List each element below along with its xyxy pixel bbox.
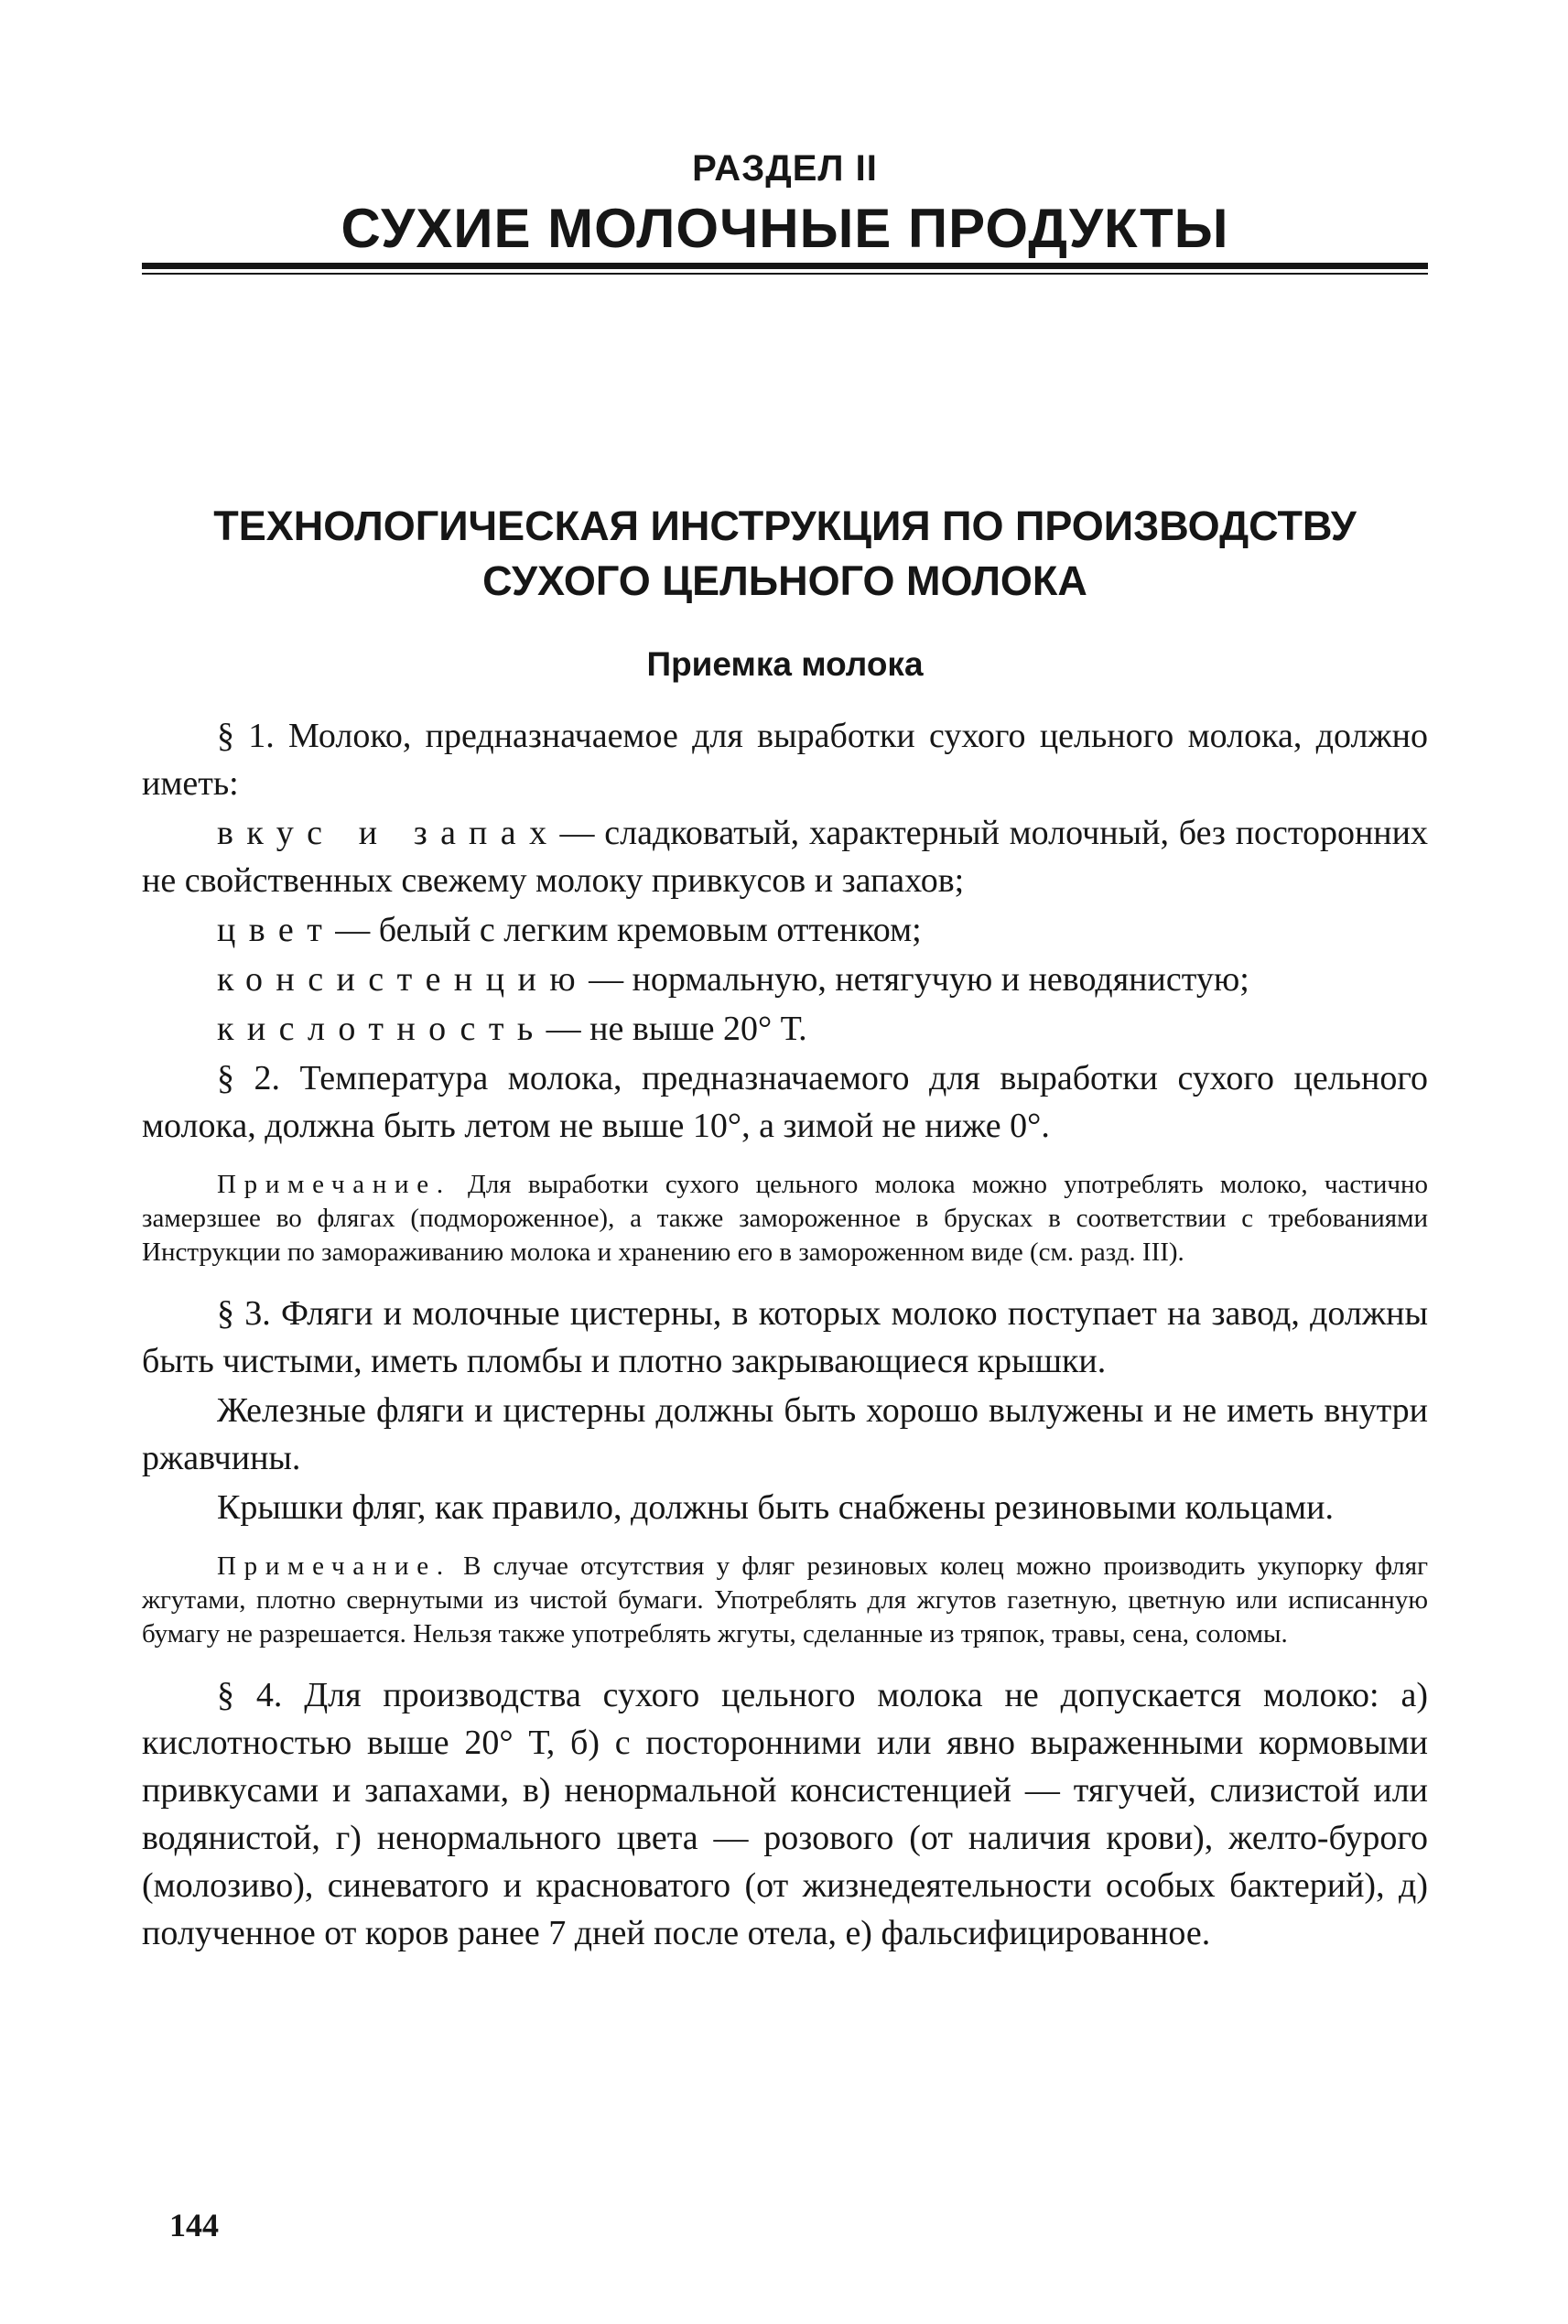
note-2 — [142, 1550, 1428, 1651]
note-1 — [142, 1168, 1428, 1270]
paragraph-1-taste — [142, 809, 1428, 904]
document-title-line-2: СУХОГО ЦЕЛЬНОГО МОЛОКА — [482, 557, 1087, 604]
document-body — [142, 712, 1428, 1959]
term-acidity: кислотность — [217, 1010, 546, 1048]
note-2-text: В случае отсутствия у фляг резиновых колец можно производить укупорку фляг жгутами, плотно свернутыми из чистой бумаги. Употреблять для жгутов газетную, цветную или исписанную бумагу не разрешается. Нельзя также употреблять жгуты, сделанные из тряпок, травы, сена, соломы. — [142, 1551, 1429, 1648]
paragraph-4: § 4. Для производства сухого цельного молока не допускается молоко: а) кислотностью выше 20° Т, б) с посторонними или явно выраженными кормовыми привкусами и запахами, в) ненормальной консистенцией — тягучей, слизистой или водянистой, г) ненормального цвета — розового (от наличия крови), желто-бурого (молозиво), синеватого и красноватого (от жизнедеятельности особых бактерий), д) полученное от коров ранее 7 дней после отела, е) фальсифицированное. — [142, 1676, 1428, 1952]
note-1-label: Примечание. — [217, 1170, 451, 1199]
term-acidity-text: — не выше 20° Т. — [546, 1010, 807, 1048]
page-number: 144 — [169, 2207, 219, 2243]
section-label: РАЗДЕЛ II — [692, 148, 878, 189]
page — [142, 0, 1428, 2324]
term-color: цвет — [217, 911, 336, 949]
term-color-text: — белый с легким кремовым оттенком; — [335, 911, 922, 949]
term-taste: вкус и запах — [217, 814, 560, 852]
paragraph-3: § 3. Фляги и молочные цистерны, в которых молоко поступает на завод, должны быть чистыми, иметь пломбы и плотно закрывающиеся крышки. — [142, 1294, 1428, 1380]
header-rule-thin — [142, 273, 1428, 275]
paragraph-3-lids: Крышки фляг, как правило, должны быть снабжены резиновыми кольцами. — [217, 1488, 1334, 1527]
paragraph-1-consistency — [142, 956, 1428, 1003]
paragraph-1-acidity — [142, 1005, 1428, 1053]
term-taste-text: — сладковатый, характерный молочный, без посторонних не свойственных свежему молоку привкусов и запахов; — [142, 814, 1428, 900]
paragraph-2: § 2. Температура молока, предназначаемого для выработки сухого цельного молока, должна быть летом не выше 10°, а зимой не ниже 0°. — [142, 1059, 1428, 1145]
note-1-text: Для выработки сухого цельного молока можно употреблять молоко, частично замерзшее во флягах (подмороженное), а также замороженное в брусках в соответствии с требованиями Инструкции по замораживанию молока и хранению его в замороженном виде (см. разд. III). — [142, 1170, 1428, 1267]
document-title — [142, 499, 1428, 609]
term-consistency: консистенцию — [217, 960, 589, 999]
section-title: СУХИЕ МОЛОЧНЫЕ ПРОДУКТЫ — [341, 198, 1229, 259]
subheading-milk-acceptance: Приемка молока — [646, 645, 924, 683]
document-title-line-1: ТЕХНОЛОГИЧЕСКАЯ ИНСТРУКЦИЯ ПО ПРОИЗВОДСТВУ — [213, 503, 1357, 549]
paragraph-3-iron-cans: Железные фляги и цистерны должны быть хорошо вылужены и не иметь внутри ржавчины. — [142, 1391, 1428, 1477]
paragraph-1-color — [142, 906, 1428, 954]
header-rule-thick — [142, 263, 1428, 269]
term-consistency-text: — нормальную, нетягучую и неводянистую; — [589, 960, 1249, 999]
paragraph-1-intro: § 1. Молоко, предназначаемое для выработки сухого цельного молока, должно иметь: — [142, 717, 1428, 803]
note-2-label: Примечание. — [217, 1551, 451, 1581]
